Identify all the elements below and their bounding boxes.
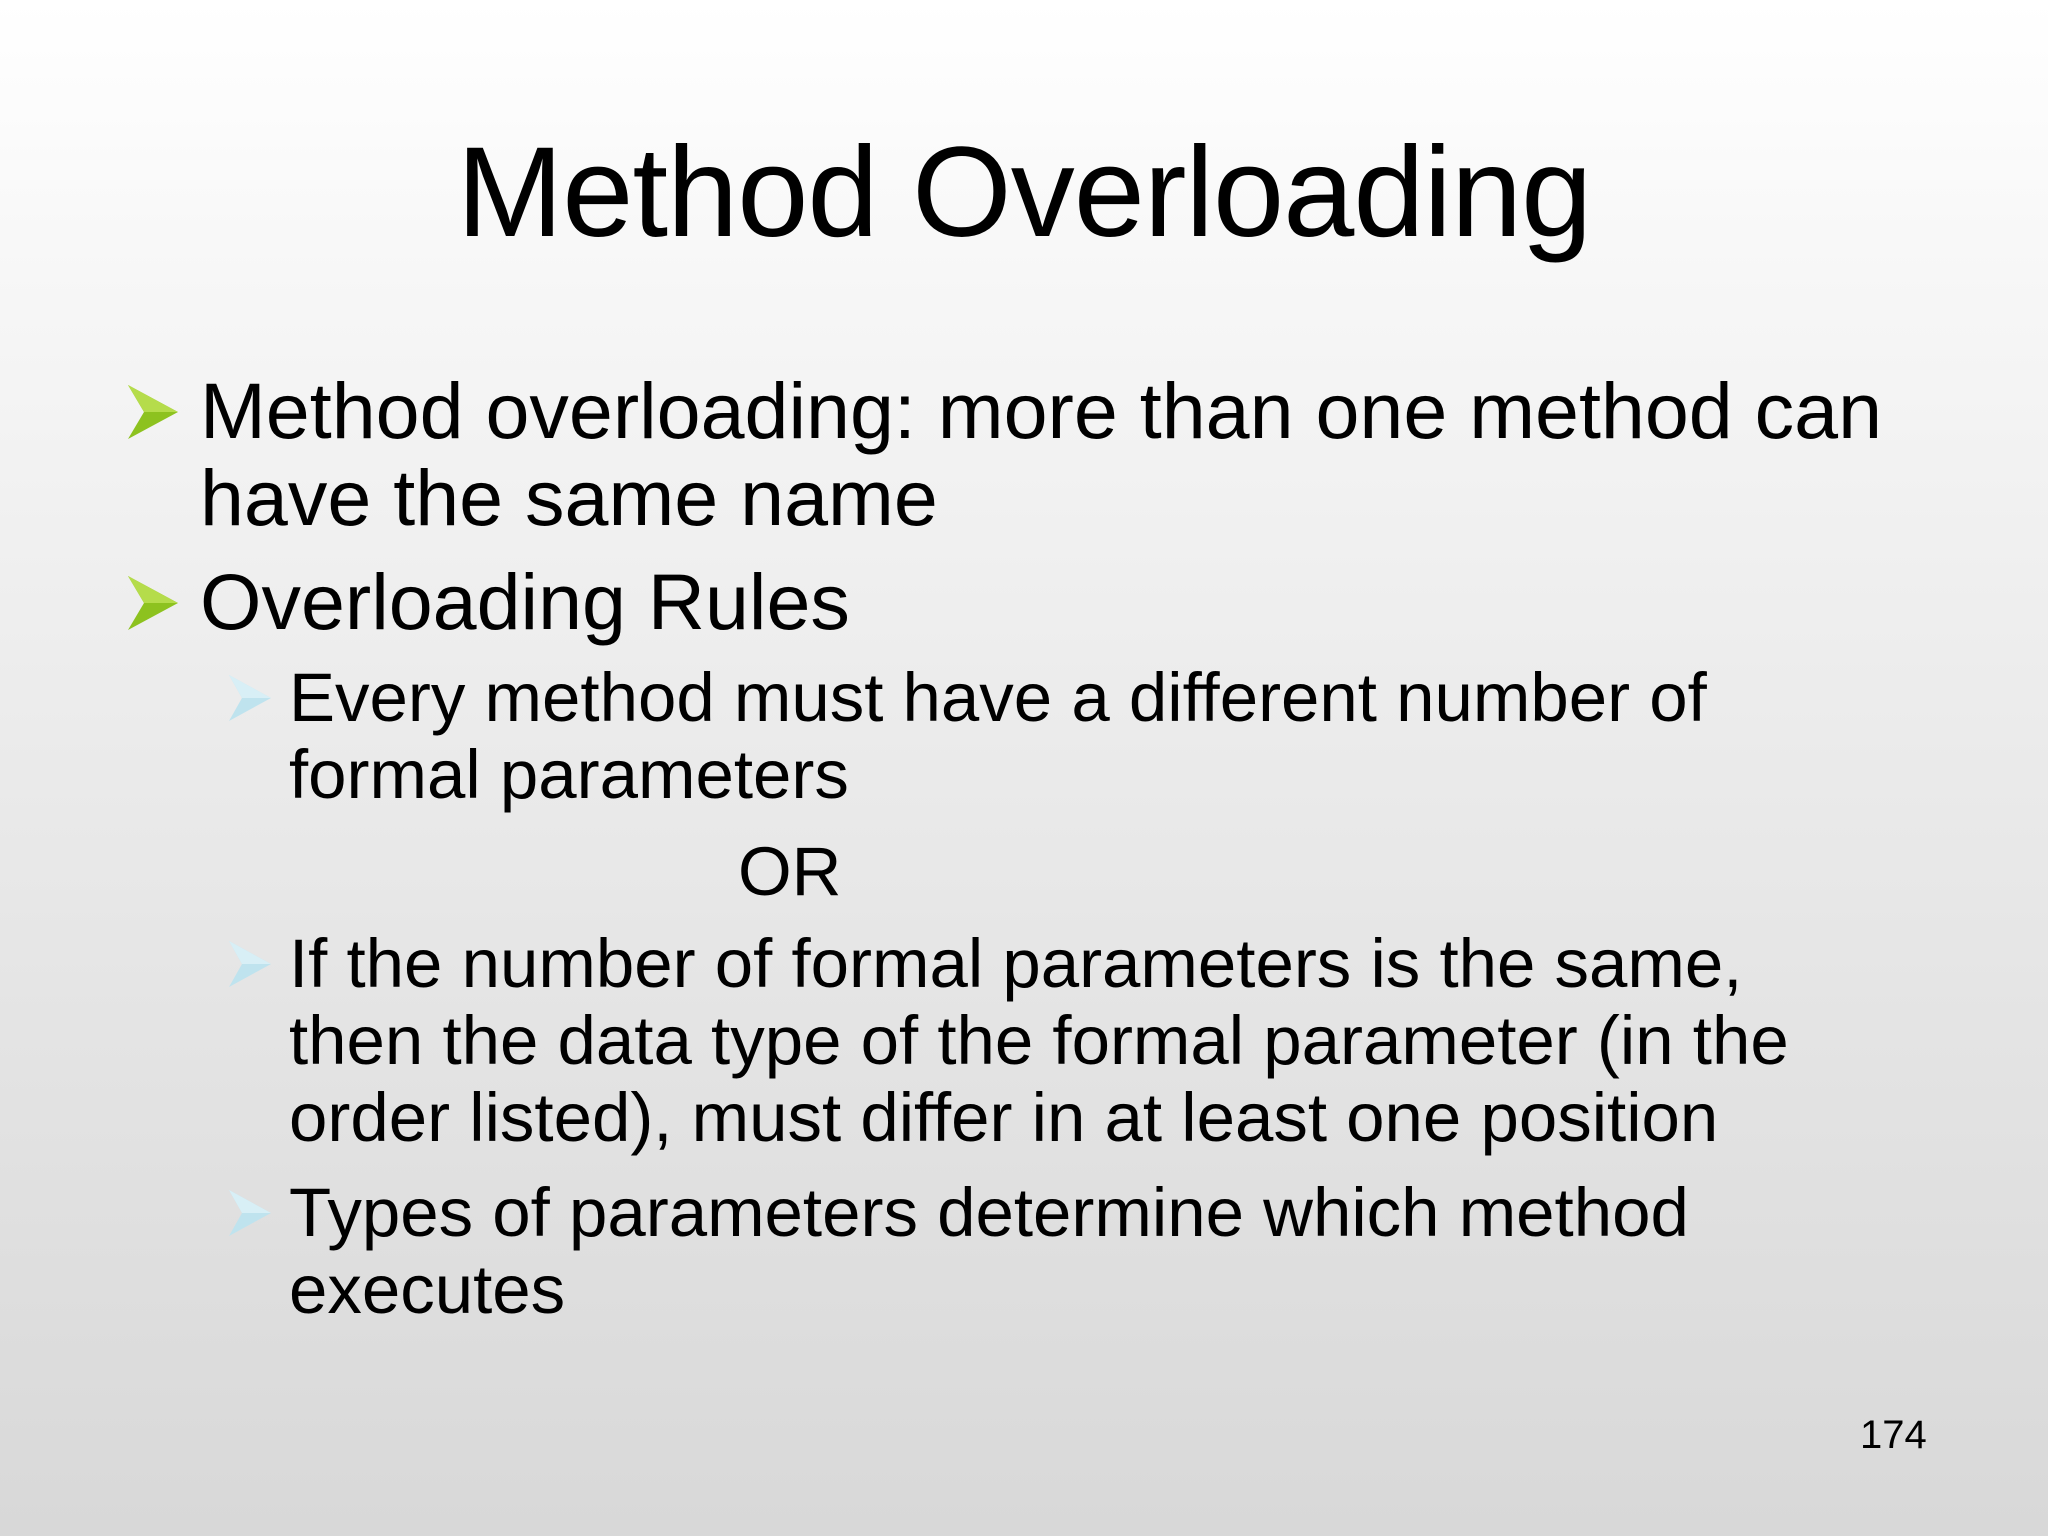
sub-bullet-data-type: [289, 925, 1789, 1156]
sub-bullet-parameter-count: [289, 659, 1707, 813]
arrowhead-bullet-icon: [126, 574, 180, 632]
bullet-method-overloading: [200, 367, 1882, 541]
or-separator: OR: [738, 833, 842, 910]
bullet-overloading-rules: [200, 558, 850, 645]
bullet-line: have the same name: [200, 453, 938, 542]
bullet-line: Overloading Rules: [200, 557, 850, 646]
bullet-line: Types of parameters determine which method: [289, 1174, 1689, 1251]
bullet-line: formal parameters: [289, 736, 849, 813]
slide-title: Method Overloading: [456, 121, 1592, 264]
bullet-line: executes: [289, 1251, 566, 1328]
page-number: 174: [1860, 1413, 1927, 1457]
sub-bullet-parameter-types: [289, 1174, 1689, 1328]
bullet-line: Every method must have a different number of: [289, 659, 1707, 736]
arrowhead-bullet-icon: [227, 1188, 273, 1238]
bullet-line: order listed), must differ in at least one position: [289, 1079, 1719, 1156]
bullet-line: then the data type of the formal parameter (in the: [289, 1002, 1789, 1079]
bullet-line: If the number of formal parameters is the same,: [289, 925, 1743, 1002]
arrowhead-bullet-icon: [227, 673, 273, 723]
arrowhead-bullet-icon: [126, 383, 180, 441]
arrowhead-bullet-icon: [227, 939, 273, 989]
bullet-line: Method overloading: more than one method can: [200, 366, 1883, 455]
